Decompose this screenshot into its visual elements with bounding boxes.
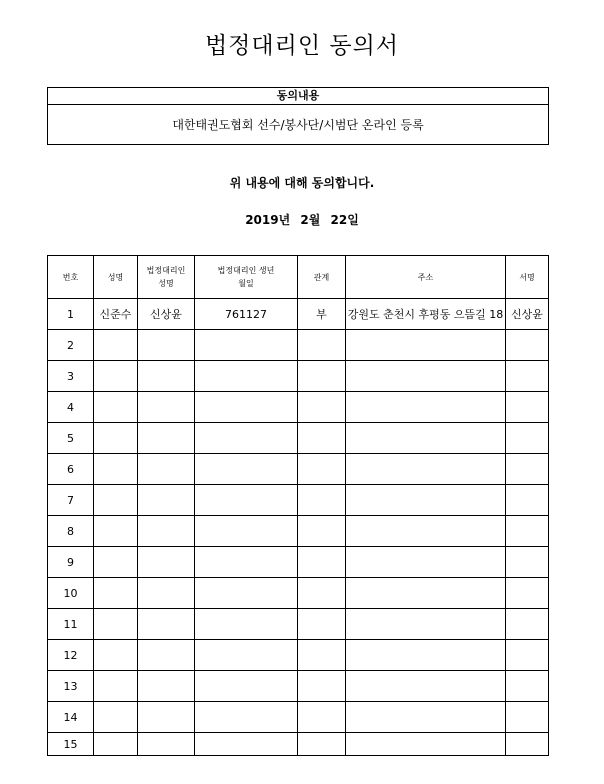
number-cell: 6 — [48, 454, 94, 485]
address-cell — [346, 392, 506, 423]
guardian-name-cell — [138, 330, 195, 361]
birthdate-cell — [195, 423, 298, 454]
name-cell — [94, 609, 138, 640]
birthdate-cell — [195, 485, 298, 516]
number-cell: 2 — [48, 330, 94, 361]
signature-cell — [506, 423, 549, 454]
name-cell — [94, 578, 138, 609]
name-cell — [94, 547, 138, 578]
number-cell: 11 — [48, 609, 94, 640]
relation-cell — [298, 330, 346, 361]
birthdate-cell — [195, 454, 298, 485]
name-cell — [94, 423, 138, 454]
name-cell — [94, 640, 138, 671]
relation-cell — [298, 361, 346, 392]
number-cell: 10 — [48, 578, 94, 609]
table-body — [48, 299, 549, 756]
birthdate-cell — [195, 392, 298, 423]
number-cell: 15 — [48, 733, 94, 756]
name-cell — [94, 733, 138, 756]
table-row — [48, 702, 549, 733]
header-guardian-birthdate: 법정대리인 생년월일 — [195, 256, 298, 299]
birthdate-cell — [195, 733, 298, 756]
address-cell — [346, 423, 506, 454]
birthdate-cell: 761127 — [195, 299, 298, 330]
number-cell: 14 — [48, 702, 94, 733]
signature-cell — [506, 485, 549, 516]
number-cell: 7 — [48, 485, 94, 516]
table-row — [48, 299, 549, 330]
address-cell — [346, 640, 506, 671]
guardian-name-cell: 신상윤 — [138, 299, 195, 330]
relation-cell — [298, 578, 346, 609]
signature-cell — [506, 702, 549, 733]
number-cell: 3 — [48, 361, 94, 392]
name-cell — [94, 516, 138, 547]
name-cell — [94, 392, 138, 423]
relation-cell — [298, 733, 346, 756]
header-signature: 서명 — [506, 256, 549, 299]
table-row — [48, 671, 549, 702]
table-header-row — [48, 256, 549, 299]
number-cell: 12 — [48, 640, 94, 671]
relation-cell — [298, 547, 346, 578]
table-row — [48, 392, 549, 423]
relation-cell — [298, 671, 346, 702]
signature-cell — [506, 671, 549, 702]
guardian-name-cell — [138, 516, 195, 547]
name-cell — [94, 671, 138, 702]
address-cell — [346, 609, 506, 640]
signature-cell — [506, 547, 549, 578]
table-row — [48, 423, 549, 454]
consent-box — [47, 87, 549, 145]
name-cell — [94, 454, 138, 485]
birthdate-cell — [195, 609, 298, 640]
relation-cell — [298, 516, 346, 547]
name-cell — [94, 485, 138, 516]
guardian-name-cell — [138, 392, 195, 423]
relation-cell — [298, 702, 346, 733]
address-cell — [346, 485, 506, 516]
consent-date: 2019년 2월 22일 — [245, 213, 359, 227]
relation-cell — [298, 423, 346, 454]
signature-cell — [506, 609, 549, 640]
signature-cell — [506, 392, 549, 423]
header-number: 번호 — [48, 256, 94, 299]
address-cell — [346, 733, 506, 756]
signature-cell — [506, 361, 549, 392]
guardian-name-cell — [138, 423, 195, 454]
address-cell — [346, 578, 506, 609]
guardian-name-cell — [138, 454, 195, 485]
birthdate-cell — [195, 330, 298, 361]
guardian-name-cell — [138, 547, 195, 578]
signature-cell — [506, 640, 549, 671]
number-cell: 8 — [48, 516, 94, 547]
guardian-name-cell — [138, 609, 195, 640]
name-cell — [94, 361, 138, 392]
name-cell: 신준수 — [94, 299, 138, 330]
birthdate-cell — [195, 640, 298, 671]
document-title: 법정대리인 동의서 — [204, 33, 400, 59]
relation-cell — [298, 640, 346, 671]
header-name: 성명 — [94, 256, 138, 299]
table-row — [48, 485, 549, 516]
address-cell — [346, 516, 506, 547]
guardian-name-cell — [138, 733, 195, 756]
guardian-name-cell — [138, 578, 195, 609]
guardian-name-cell — [138, 361, 195, 392]
header-guardian-name: 법정대리인 성명 — [138, 256, 195, 299]
number-cell: 13 — [48, 671, 94, 702]
table-row — [48, 516, 549, 547]
signature-cell — [506, 516, 549, 547]
table-row — [48, 578, 549, 609]
consent-body: 대한태권도협회 선수/봉사단/시범단 온라인 등록 — [172, 118, 424, 132]
agree-statement: 위 내용에 대해 동의합니다. — [229, 176, 375, 190]
signature-cell — [506, 733, 549, 756]
table-row — [48, 454, 549, 485]
relation-cell — [298, 609, 346, 640]
birthdate-cell — [195, 547, 298, 578]
address-cell: 강원도 춘천시 후평동 으뜸길 18 — [346, 299, 506, 330]
signature-cell — [506, 454, 549, 485]
consent-header: 동의내용 — [48, 88, 548, 105]
birthdate-cell — [195, 702, 298, 733]
guardian-name-cell — [138, 640, 195, 671]
header-relation: 관계 — [298, 256, 346, 299]
birthdate-cell — [195, 361, 298, 392]
address-cell — [346, 671, 506, 702]
birthdate-cell — [195, 578, 298, 609]
address-cell — [346, 330, 506, 361]
name-cell — [94, 330, 138, 361]
relation-cell — [298, 485, 346, 516]
number-cell: 4 — [48, 392, 94, 423]
relation-cell: 부 — [298, 299, 346, 330]
table-row — [48, 640, 549, 671]
address-cell — [346, 361, 506, 392]
number-cell: 9 — [48, 547, 94, 578]
guardian-name-cell — [138, 671, 195, 702]
address-cell — [346, 547, 506, 578]
number-cell: 1 — [48, 299, 94, 330]
header-address: 주소 — [346, 256, 506, 299]
table-row — [48, 733, 549, 756]
table-row — [48, 330, 549, 361]
signature-cell — [506, 578, 549, 609]
guardian-table — [47, 255, 549, 756]
guardian-name-cell — [138, 702, 195, 733]
signature-cell — [506, 330, 549, 361]
table-row — [48, 547, 549, 578]
birthdate-cell — [195, 516, 298, 547]
table-row — [48, 609, 549, 640]
relation-cell — [298, 392, 346, 423]
signature-cell: 신상윤 — [506, 299, 549, 330]
birthdate-cell — [195, 671, 298, 702]
number-cell: 5 — [48, 423, 94, 454]
name-cell — [94, 702, 138, 733]
relation-cell — [298, 454, 346, 485]
address-cell — [346, 702, 506, 733]
table-row — [48, 361, 549, 392]
guardian-name-cell — [138, 485, 195, 516]
address-cell — [346, 454, 506, 485]
